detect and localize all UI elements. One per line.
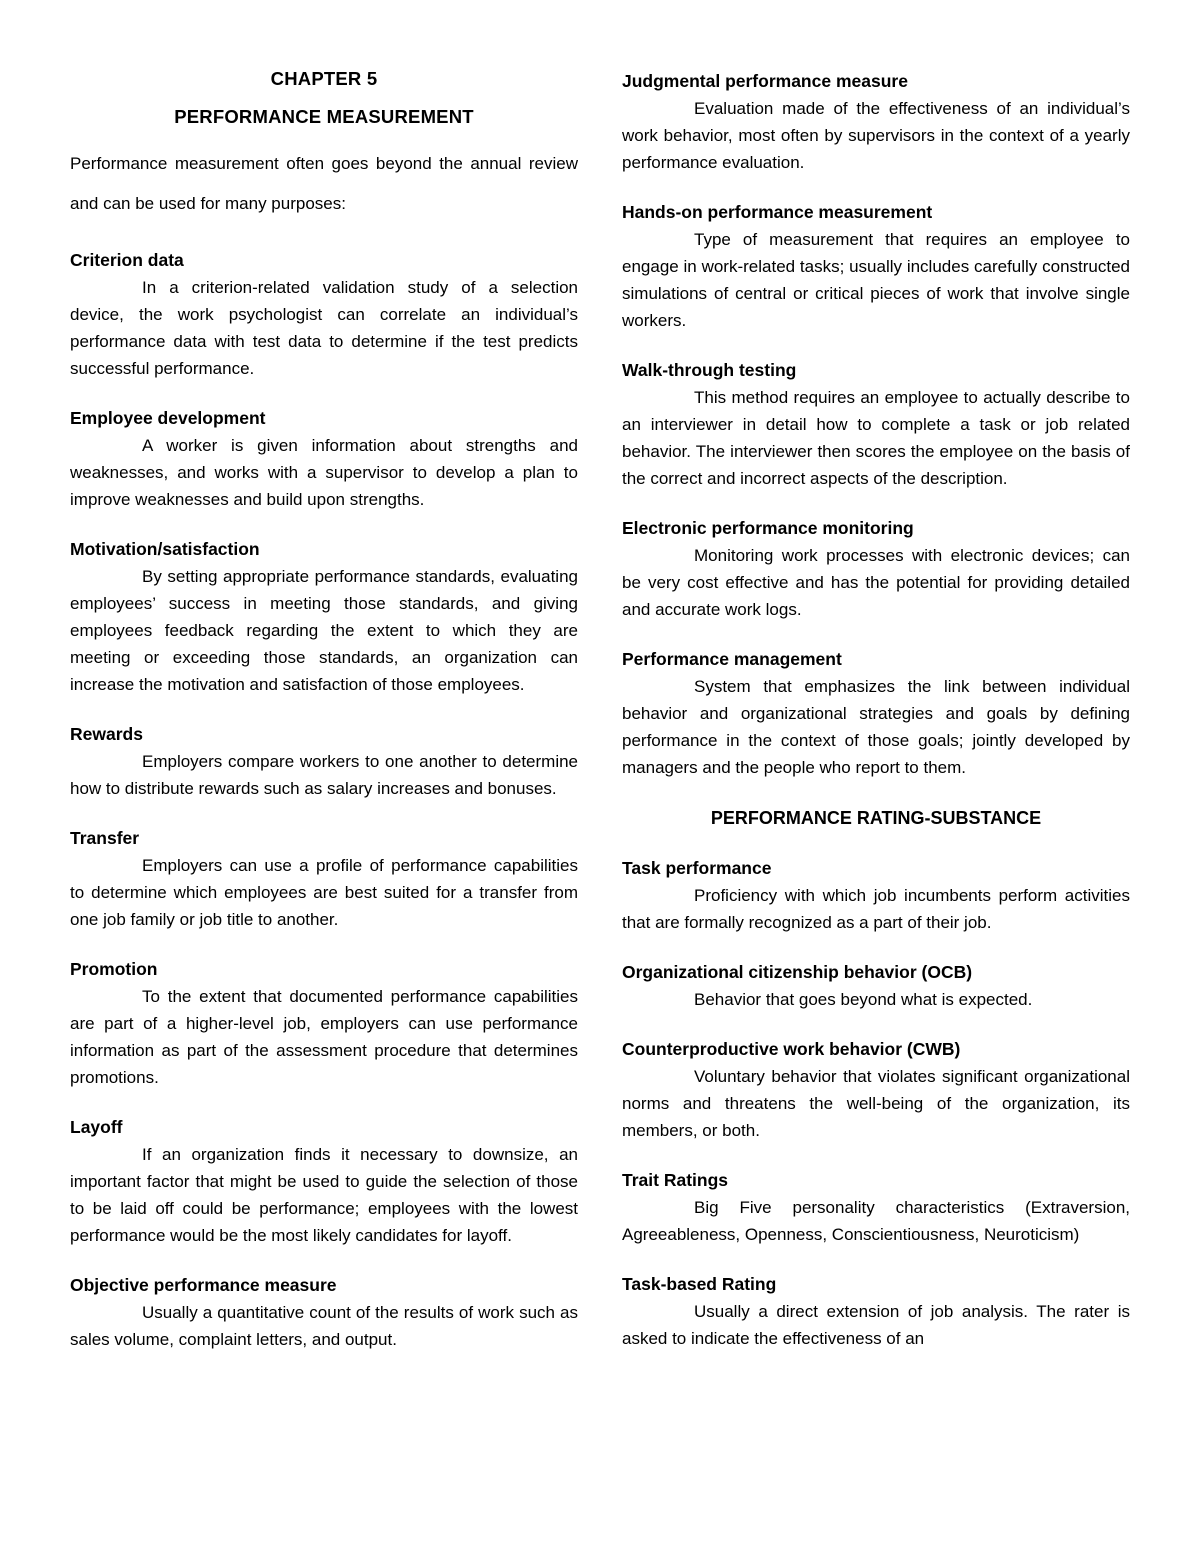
term-heading: Counterproductive work behavior (CWB)	[622, 1039, 961, 1059]
term-definition: Employers compare workers to one another to determine how to distribute rewards such as salary increases and bonuses.	[70, 752, 578, 798]
term-definition: A worker is given information about strengths and weaknesses, and works with a supervisor to develop a plan to improve weaknesses and build upon strengths.	[70, 436, 578, 509]
term-definition: Behavior that goes beyond what is expected.	[694, 990, 1033, 1009]
term-heading: Promotion	[70, 959, 158, 979]
term-heading: Objective performance measure	[70, 1275, 337, 1295]
intro-paragraph: Performance measurement often goes beyond the annual review and can be used for many purposes:	[70, 154, 578, 213]
term-definition: Type of measurement that requires an employee to engage in work-related tasks; usually includes carefully constructed simulations of central or critical pieces of work that involve single workers.	[622, 230, 1130, 330]
term-heading: Employee development	[70, 408, 266, 428]
term-section	[70, 825, 578, 933]
term-section	[70, 247, 578, 382]
term-heading: Transfer	[70, 828, 140, 848]
term-section	[70, 405, 578, 513]
term-section	[622, 357, 1130, 492]
term-section	[622, 855, 1130, 936]
term-section	[622, 1271, 1130, 1352]
term-section	[622, 515, 1130, 623]
term-definition: By setting appropriate performance standards, evaluating employees’ success in meeting those standards, and giving employees feedback regarding the extent to which they are meeting or exceeding those standards, an organization can increase the motivation and satisfaction of those employees.	[70, 567, 578, 694]
term-heading: Judgmental performance measure	[622, 71, 908, 91]
page-title: PERFORMANCE MEASUREMENT	[174, 106, 474, 127]
term-definition: Monitoring work processes with electronic devices; can be very cost effective and has the potential for providing detailed and accurate work logs.	[622, 546, 1130, 619]
term-section	[622, 1036, 1130, 1144]
term-heading: Walk-through testing	[622, 360, 797, 380]
term-heading: Task performance	[622, 858, 772, 878]
term-heading: Organizational citizenship behavior (OCB)	[622, 962, 973, 982]
term-heading: Criterion data	[70, 250, 184, 270]
term-section	[70, 536, 578, 698]
term-definition: Employers can use a profile of performance capabilities to determine which employees are best suited for a transfer from one job family or job title to another.	[70, 856, 578, 929]
chapter-number: CHAPTER 5	[270, 68, 378, 89]
term-definition: This method requires an employee to actually describe to an interviewer in detail how to complete a task or job related behavior. The interviewer then scores the employee on the basis of the correct and incorrect aspects of the description.	[622, 388, 1130, 488]
term-definition: Usually a quantitative count of the results of work such as sales volume, complaint letters, and output.	[70, 1303, 578, 1349]
term-definition: Proficiency with which job incumbents perform activities that are formally recognized as a part of their job.	[622, 886, 1130, 932]
term-heading: Electronic performance monitoring	[622, 518, 914, 538]
term-section	[622, 1167, 1130, 1248]
term-heading: Motivation/satisfaction	[70, 539, 260, 559]
term-definition: System that emphasizes the link between individual behavior and organizational strategies and goals by defining performance in the context of those goals; jointly developed by managers and the people who report to them.	[622, 677, 1130, 777]
section-heading: PERFORMANCE RATING-SUBSTANCE	[710, 808, 1042, 828]
term-heading: Rewards	[70, 724, 143, 744]
term-section	[622, 959, 1130, 1013]
right-column	[622, 68, 1130, 1353]
term-definition: In a criterion-related validation study of a selection device, the work psychologist can correlate an individual’s performance data with test data to determine if the test predicts successful performance.	[70, 278, 578, 378]
term-heading: Layoff	[70, 1117, 123, 1137]
two-column-layout	[70, 68, 1130, 1353]
term-section	[622, 68, 1130, 176]
term-heading: Trait Ratings	[622, 1170, 728, 1190]
term-definition: Big Five personality characteristics (Extraversion, Agreeableness, Openness, Conscientiousness, Neuroticism)	[622, 1198, 1130, 1244]
term-section	[70, 721, 578, 802]
left-column	[70, 68, 578, 1353]
term-section	[622, 199, 1130, 334]
term-heading: Hands-on performance measurement	[622, 202, 933, 222]
term-definition: If an organization finds it necessary to downsize, an important factor that might be used to guide the selection of those to be laid off could be performance; employees with the lowest performance would be the most likely candidates for layoff.	[70, 1145, 578, 1245]
term-definition: Evaluation made of the effectiveness of an individual’s work behavior, most often by supervisors in the context of a yearly performance evaluation.	[622, 99, 1130, 172]
term-section	[70, 956, 578, 1091]
term-heading: Performance management	[622, 649, 842, 669]
term-definition: To the extent that documented performance capabilities are part of a higher-level job, employers can use performance information as part of the assessment procedure that determines promotions.	[70, 987, 578, 1087]
term-heading: Task-based Rating	[622, 1274, 777, 1294]
term-section	[70, 1272, 578, 1353]
term-section	[70, 1114, 578, 1249]
term-definition: Voluntary behavior that violates significant organizational norms and threatens the well-being of the organization, its members, or both.	[622, 1067, 1130, 1140]
term-definition: Usually a direct extension of job analysis. The rater is asked to indicate the effectiveness of an	[622, 1302, 1130, 1348]
term-section	[622, 646, 1130, 781]
